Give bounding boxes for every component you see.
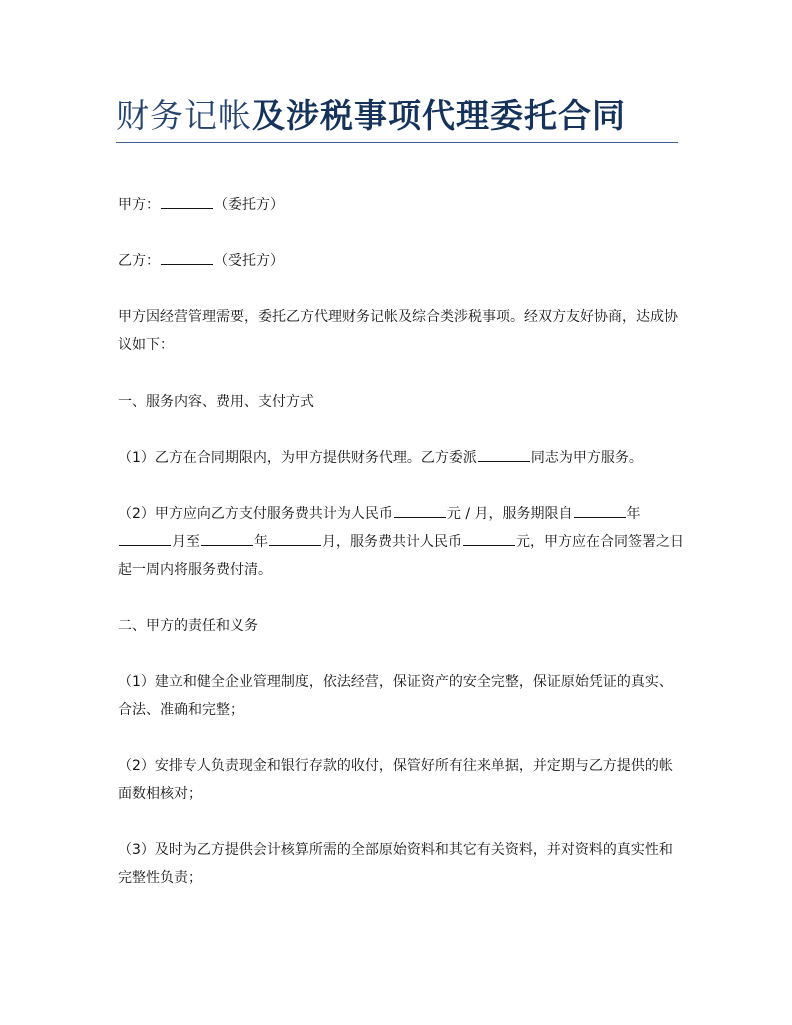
item-2-part-2: 元 / 月，服务期限自 [446,506,573,522]
section-1-item-2 [118,500,684,584]
title-light-part: 财务记帐 [116,96,252,135]
item-1-text-after: 同志为甲方服务。 [530,450,643,466]
item-2-part-7: 元，甲方应在合同签署之日起一周内将服务费付清。 [118,534,684,578]
section-2-item-3: （3）及时为乙方提供会计核算所需的全部原始资料和其它有关资料，并对资料的真实性和完整性负责； [118,842,673,886]
party-b-blank [161,250,213,265]
party-a-label: 甲方： [118,197,160,213]
party-a-blank [161,194,213,209]
monthly-fee-blank [394,503,446,518]
title-bold-part: 及涉税事项代理委托合同 [252,96,626,135]
item-2-part-3: 年 [626,506,641,522]
end-month-blank [269,531,321,546]
total-fee-blank [463,531,515,546]
party-b-suffix: （受托方） [214,253,284,269]
party-a-suffix: （委托方） [214,197,284,213]
section-1-heading: 一、服务内容、费用、支付方式 [118,394,314,410]
start-month-blank [119,531,171,546]
party-b-line [118,247,684,275]
section-2-heading: 二、甲方的责任和义务 [118,618,258,634]
intro-paragraph: 甲方因经营管理需要，委托乙方代理财务记帐及综合类涉税事项。经双方友好协商，达成协议如下： [118,309,678,353]
item-2-part-6: 月，服务费共计人民币 [322,534,462,550]
section-1-item-1 [118,444,684,472]
item-1-text-before: （1）乙方在合同期限内，为甲方提供财务代理。乙方委派 [118,450,477,466]
party-b-label: 乙方： [118,253,160,269]
assignee-blank [478,447,530,462]
section-2-item-2: （2）安排专人负责现金和银行存款的收付，保管好所有往来单据，并定期与乙方提供的帐面数相核对； [118,758,673,802]
start-year-blank [574,503,626,518]
item-2-part-5: 年 [254,534,268,550]
item-2-part-4: 月至 [172,534,200,550]
document-title [116,94,626,138]
title-underline [116,142,678,143]
section-2-item-1: （1）建立和健全企业管理制度，依法经营，保证资产的安全完整，保证原始凭证的真实、合法、准确和完整； [118,674,673,718]
party-a-line [118,191,684,219]
end-year-blank [201,531,253,546]
item-2-part-1: （2）甲方应向乙方支付服务费共计为人民币 [118,506,393,522]
